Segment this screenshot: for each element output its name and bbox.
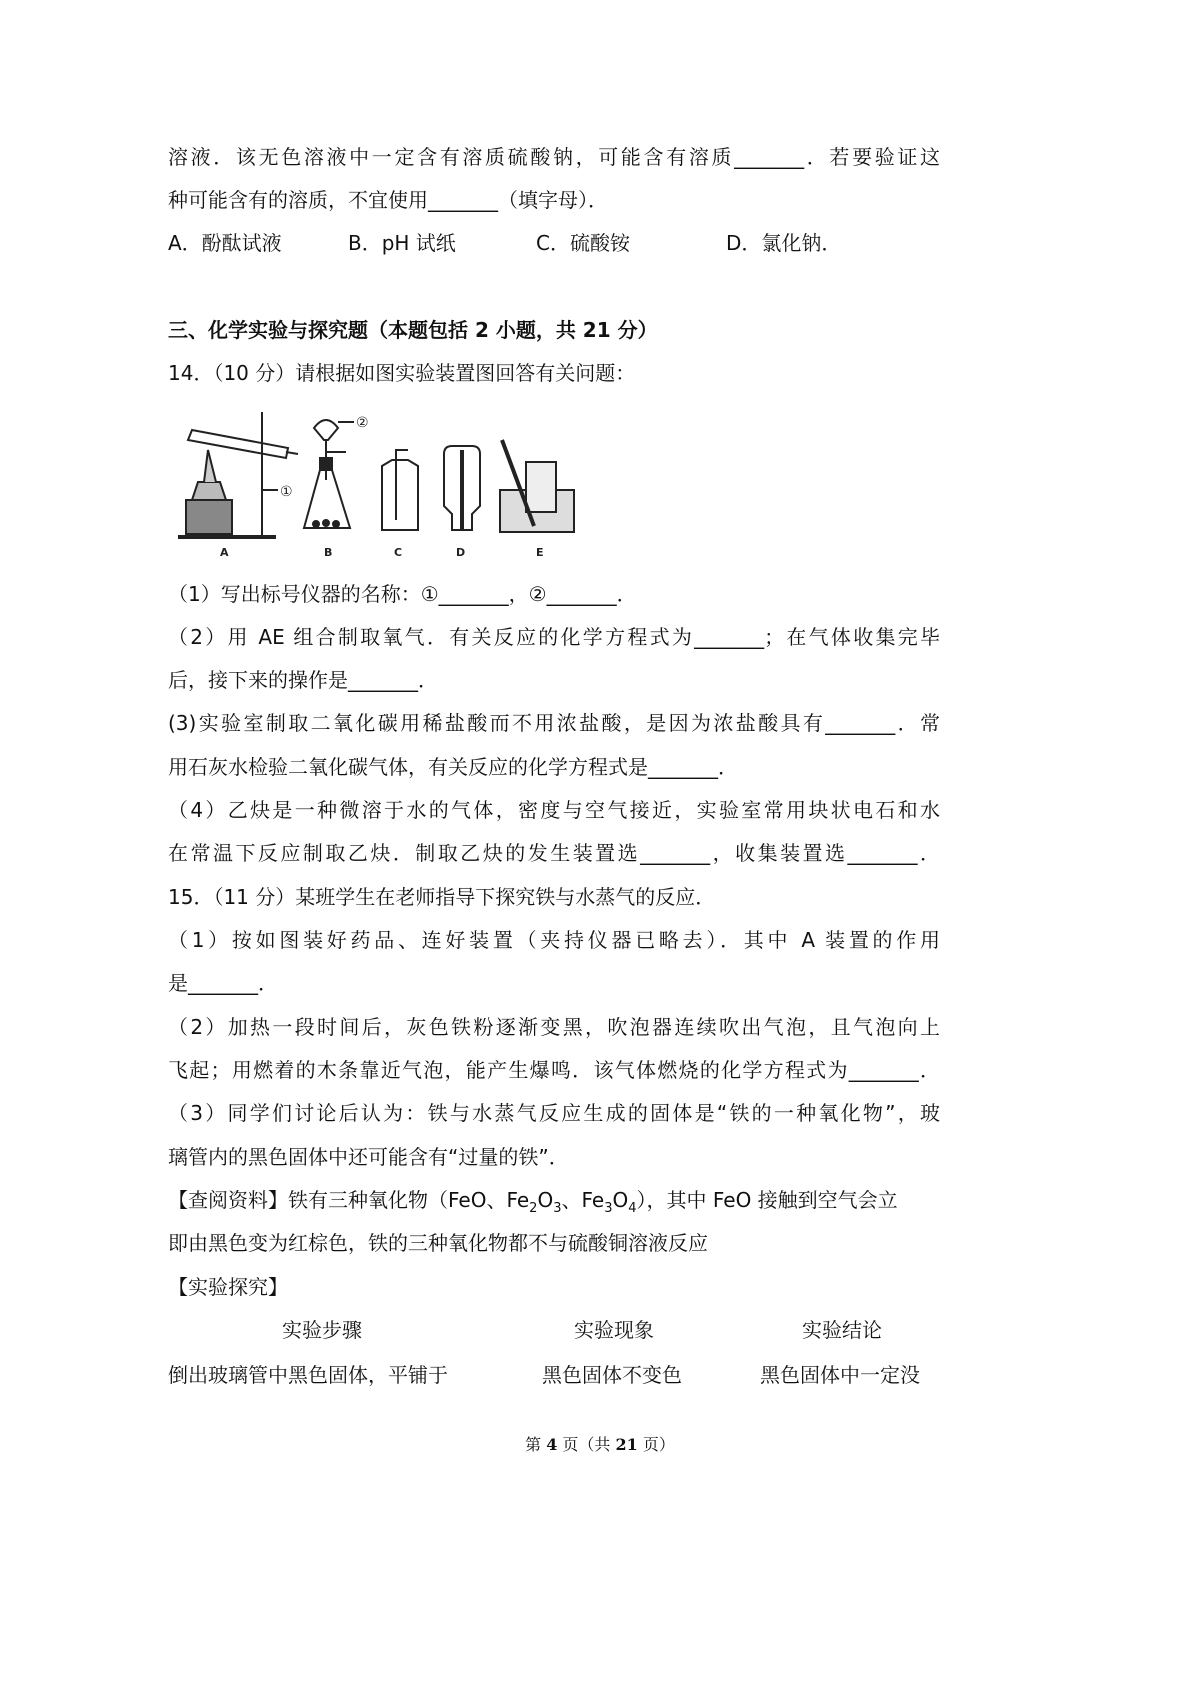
- option-c: C．硫酸铵: [536, 231, 630, 255]
- apparatus-e: [500, 440, 574, 532]
- text-line: 在常温下反应制取乙炔．制取乙炔的发生装置选_______，收集装置选_______．: [168, 841, 940, 865]
- question-15-stem: 15．（11 分）某班学生在老师指导下探究铁与水蒸气的反应．: [168, 885, 716, 909]
- table-cell: 黑色固体中一定没: [760, 1363, 920, 1387]
- apparatus-c: [382, 460, 418, 530]
- text-line: （2）用 AE 组合制取氧气．有关反应的化学方程式为_______；在气体收集完毕: [168, 625, 940, 649]
- table-header: 实验现象: [574, 1318, 654, 1342]
- text-line: （2）加热一段时间后，灰色铁粉逐渐变黑，吹泡器连续吹出气泡，且气泡向上: [168, 1015, 940, 1039]
- text-line: 即由黑色变为红棕色，铁的三种氧化物都不与硫酸铜溶液反应: [168, 1231, 708, 1255]
- label-d: D: [456, 546, 466, 559]
- text-line: 溶液．该无色溶液中一定含有溶质硫酸钠，可能含有溶质_______．若要验证这: [168, 145, 940, 169]
- text-line: （3）同学们讨论后认为：铁与水蒸气反应生成的固体是“铁的一种氧化物”，玻: [168, 1101, 940, 1125]
- page-footer: 第 4 页（共 21 页）: [525, 1435, 675, 1454]
- label-c: C: [394, 546, 403, 559]
- label-e: E: [536, 546, 544, 559]
- reference-info: 【查阅资料】铁有三种氧化物（FeO、$Fe_2O_3$、$Fe_3O_4$），其中 FeO 接触到空气会立: [168, 1188, 898, 1216]
- text-line: 用石灰水检验二氧化碳气体，有关反应的化学方程式是_______．: [168, 755, 738, 779]
- text-line: （4）乙炔是一种微溶于水的气体，密度与空气接近，实验室常用块状电石和水: [168, 798, 940, 822]
- text-line: 种可能含有的溶质，不宜使用_______（填字母）．: [168, 188, 608, 212]
- table-header: 实验结论: [802, 1318, 882, 1342]
- text-line: 后，接下来的操作是_______．: [168, 668, 438, 692]
- text-line: （1）按如图装好药品、连好装置（夹持仪器已略去）．其中 A 装置的作用: [168, 928, 940, 952]
- text-line: （1）写出标号仪器的名称：①_______，②_______．: [168, 582, 637, 606]
- section-title: 三、化学实验与探究题（本题包括 2 小题，共 21 分）: [168, 318, 658, 342]
- text-line: (3)实验室制取二氧化碳用稀盐酸而不用浓盐酸，是因为浓盐酸具有_______．常: [168, 711, 940, 735]
- label-a: A: [220, 546, 229, 559]
- apparatus-a: [178, 412, 298, 537]
- marker-1: ①: [280, 484, 293, 500]
- table-header: 实验步骤: [282, 1318, 362, 1342]
- apparatus-b: [304, 415, 369, 528]
- text-line: 璃管内的黑色固体中还可能含有“过量的铁”．: [168, 1145, 569, 1169]
- table-cell: 倒出玻璃管中黑色固体，平铺于: [168, 1363, 448, 1387]
- text-line: 是_______．: [168, 971, 278, 995]
- option-a: A．酚酞试液: [168, 231, 282, 255]
- marker-2: ②: [356, 415, 369, 431]
- experiment-heading: 【实验探究】: [168, 1275, 288, 1299]
- table-cell: 黑色固体不变色: [542, 1363, 682, 1387]
- text-line: 飞起；用燃着的木条靠近气泡，能产生爆鸣．该气体燃烧的化学方程式为_______．: [168, 1058, 940, 1082]
- option-b: B．pH 试纸: [348, 231, 456, 255]
- lab-apparatus-diagram: [168, 410, 588, 560]
- options-row: [168, 230, 940, 256]
- option-d: D．氯化钠．: [726, 231, 842, 255]
- question-14-stem: 14．（10 分）请根据如图实验装置图回答有关问题：: [168, 361, 636, 385]
- label-b: B: [324, 546, 333, 559]
